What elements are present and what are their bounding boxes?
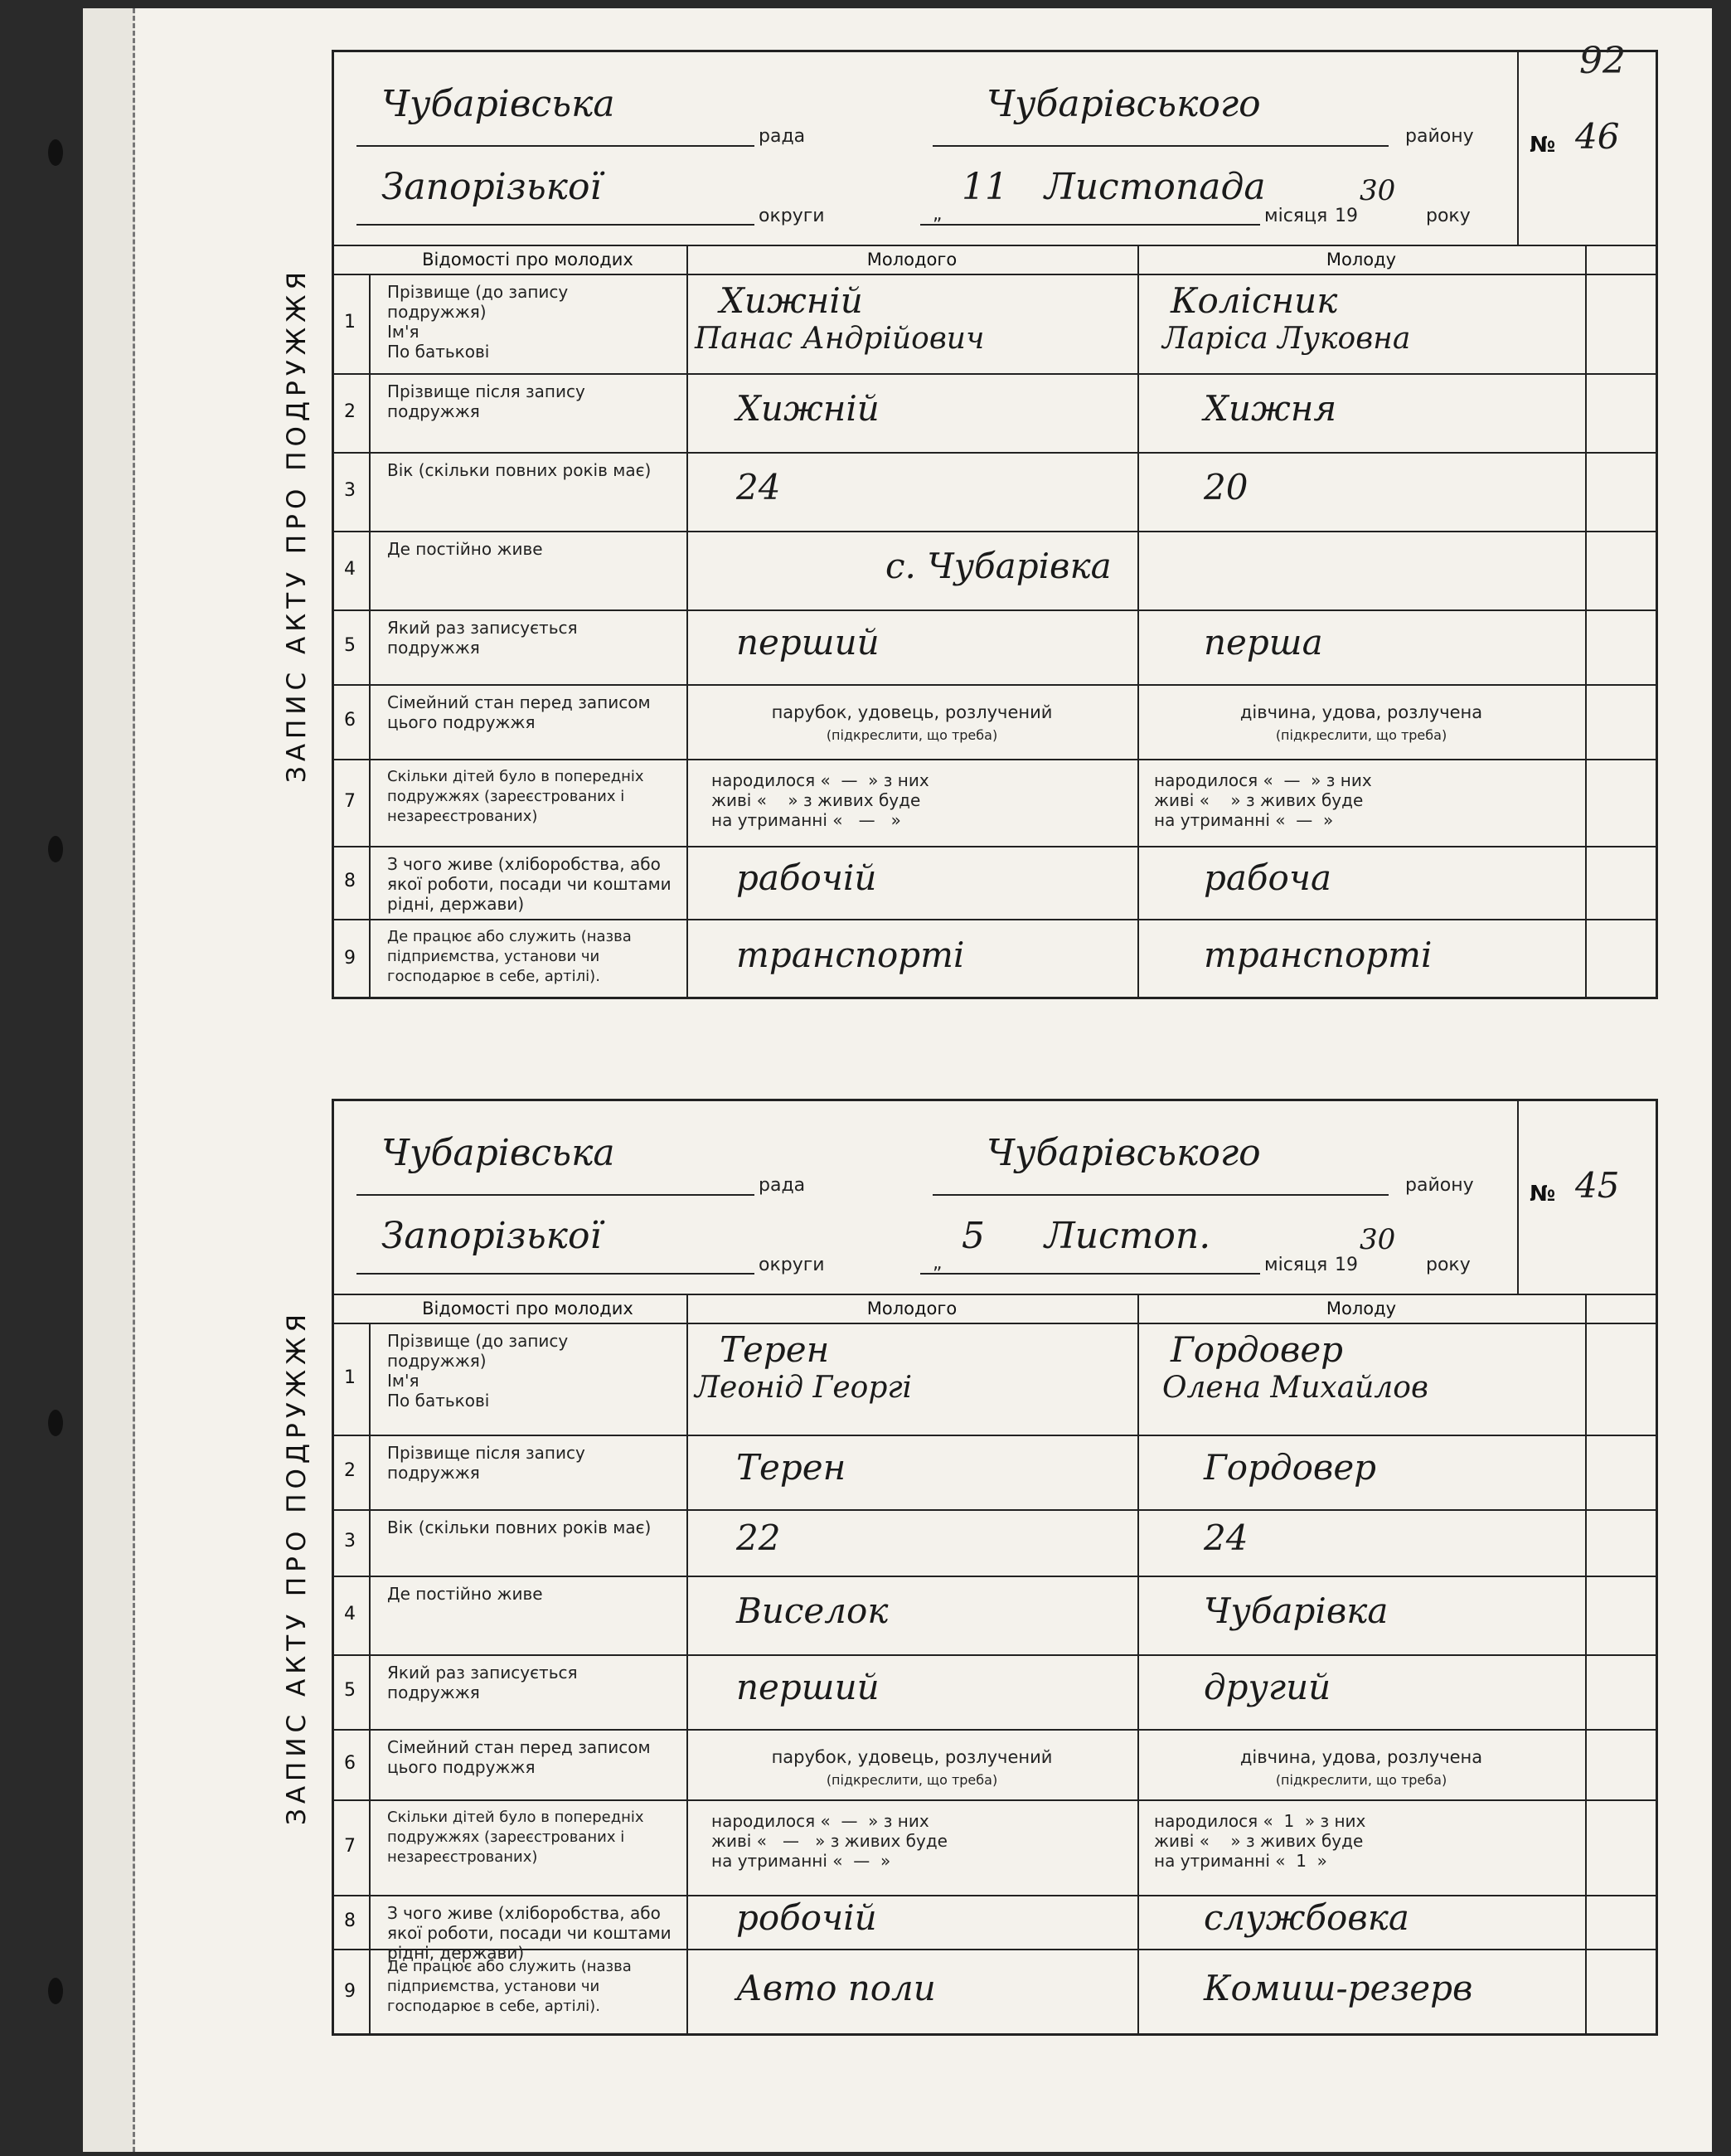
groom-surname-handwritten: Хижній — [720, 280, 863, 321]
row-number: 4 — [344, 558, 356, 580]
row-label: Який раз записується подружжя — [387, 618, 578, 658]
row-number: 5 — [344, 1680, 356, 1701]
okrug-handwritten: Запорізької — [381, 166, 602, 208]
row-label: Де працює або служить (назва підприємства, установи чи господарює в себе, артілі). — [387, 1958, 632, 2015]
bride-value-handwritten: транспорті — [1204, 934, 1433, 975]
row-divider — [332, 1729, 1658, 1731]
row-label: Вік (скільки повних років має) — [387, 460, 652, 480]
groom-value-handwritten: Авто поли — [736, 1967, 936, 2008]
okrug-label: округи — [759, 206, 825, 226]
groom-value-handwritten: Терен — [736, 1447, 846, 1488]
column-header-info: Відомості про молодих — [422, 250, 633, 270]
row-number: 6 — [344, 1752, 356, 1774]
month-handwritten: Листопада — [1045, 166, 1266, 208]
binding-hole — [48, 139, 63, 166]
groom-value-handwritten: Хижній — [736, 387, 880, 429]
record-side-title — [259, 1099, 335, 2036]
month-handwritten: Листоп. — [1045, 1215, 1211, 1257]
column-divider — [1585, 1294, 1587, 2036]
row-divider — [332, 919, 1658, 920]
groom-marital-status-options: парубок, удовець, розлучений — [771, 702, 1053, 722]
council-line — [356, 1194, 754, 1196]
bride-surname-handwritten: Колісник — [1171, 280, 1338, 321]
record-number-handwritten: 46 — [1575, 116, 1620, 157]
column-divider — [686, 1294, 688, 2036]
header-bottom-line — [332, 274, 1658, 275]
row-label: Вік (скільки повних років має) — [387, 1517, 652, 1537]
council-handwritten: Чубарівська — [381, 1132, 615, 1174]
month-label: місяця — [1264, 206, 1328, 226]
side-title-text: ЗАПИС АКТУ ПРО ПОДРУЖЖЯ — [282, 1309, 313, 1826]
okrug-line — [356, 1273, 754, 1275]
row-divider — [332, 846, 1658, 847]
row-divider — [332, 1895, 1658, 1896]
page-binding — [83, 8, 135, 2152]
column-divider — [369, 274, 371, 999]
row-label: Прізвище (до запису подружжя) Ім'я По батькові — [387, 1331, 569, 1411]
column-header-info: Відомості про молодих — [422, 1299, 633, 1318]
bride-value-handwritten: Комиш-резерв — [1204, 1967, 1473, 2008]
row-number: 1 — [344, 312, 356, 333]
groom-marital-status-options: парубок, удовець, розлучений — [771, 1747, 1053, 1767]
district-label: району — [1405, 1175, 1474, 1196]
okrug-line — [356, 224, 754, 226]
bride-value-handwritten: 24 — [1204, 1517, 1249, 1558]
bride-children-info: народилося « — » з них живі « » з живих буде на утриманні « — » — [1154, 770, 1372, 830]
groom-name-patronymic-handwritten: Леонід Георгі — [695, 1371, 913, 1405]
column-divider — [1585, 245, 1587, 999]
date-line — [920, 1273, 1260, 1275]
bride-value-handwritten: Чубарівка — [1204, 1590, 1389, 1631]
bride-marital-status-hint: (підкреслити, що треба) — [1275, 1772, 1447, 1788]
date-quote: „ — [933, 204, 943, 225]
residence-both-handwritten: с. Чубарівка — [885, 545, 1112, 586]
column-header-bride: Молоду — [1326, 1299, 1397, 1318]
table-top-line — [332, 245, 1658, 246]
row-number: 2 — [344, 1460, 356, 1481]
day-handwritten: 5 — [962, 1215, 985, 1257]
row-number: 7 — [344, 790, 356, 812]
row-number: 5 — [344, 635, 356, 656]
number-box-border — [1517, 50, 1519, 245]
row-label: Де постійно живе — [387, 1584, 543, 1604]
district-line — [933, 145, 1389, 147]
row-label: Сімейний стан перед записом цього подружжя — [387, 1737, 651, 1777]
column-divider — [369, 1323, 371, 2036]
row-number: 3 — [344, 479, 356, 501]
groom-name-patronymic-handwritten: Панас Андрійович — [695, 322, 985, 356]
bride-value-handwritten: перша — [1204, 622, 1323, 663]
table-top-line — [332, 1294, 1658, 1295]
row-number: 9 — [344, 947, 356, 969]
groom-marital-status-hint: (підкреслити, що треба) — [826, 1772, 998, 1788]
groom-value-handwritten: робочій — [736, 1896, 877, 1938]
district-line — [933, 1194, 1389, 1196]
district-handwritten: Чубарівського — [987, 1132, 1261, 1174]
row-label: Прізвище після запису подружжя — [387, 1443, 585, 1483]
side-title-text: ЗАПИС АКТУ ПРО ПОДРУЖЖЯ — [282, 266, 313, 783]
row-divider — [332, 1435, 1658, 1436]
groom-value-handwritten: перший — [736, 1667, 880, 1707]
bride-value-handwritten: службовка — [1204, 1896, 1409, 1938]
binding-hole — [48, 836, 63, 862]
row-divider — [332, 684, 1658, 686]
district-handwritten: Чубарівського — [987, 83, 1261, 125]
row-number: 1 — [344, 1367, 356, 1388]
groom-value-handwritten: рабочій — [736, 857, 877, 898]
bride-marital-status-hint: (підкреслити, що треба) — [1275, 727, 1447, 743]
groom-value-handwritten: 24 — [736, 466, 781, 507]
row-number: 7 — [344, 1835, 356, 1857]
row-label: Скільки дітей було в попередніх подружжях (зареєстрованих і незареєстрованих) — [387, 768, 644, 825]
row-divider — [332, 1799, 1658, 1801]
bride-value-handwritten: 20 — [1204, 466, 1249, 507]
groom-children-info: народилося « — » з них живі « — » з живих буде на утриманні « — » — [711, 1811, 948, 1871]
bride-surname-handwritten: Гордовер — [1171, 1329, 1344, 1370]
groom-children-info: народилося « — » з них живі « » з живих буде на утриманні « — » — [711, 770, 929, 830]
okrug-handwritten: Запорізької — [381, 1215, 602, 1257]
row-divider — [332, 531, 1658, 532]
bride-children-info: народилося « 1 » з них живі « » з живих буде на утриманні « 1 » — [1154, 1811, 1366, 1871]
row-divider — [332, 1509, 1658, 1511]
bride-name-patronymic-handwritten: Ларіса Луковна — [1162, 322, 1411, 356]
column-header-groom: Молодого — [866, 250, 958, 270]
groom-surname-handwritten: Терен — [720, 1329, 830, 1370]
month-label: місяця — [1264, 1255, 1328, 1275]
row-number: 3 — [344, 1531, 356, 1551]
row-label: Сімейний стан перед записом цього подружжя — [387, 692, 651, 732]
header-bottom-line — [332, 1323, 1658, 1324]
row-label: Прізвище після запису подружжя — [387, 381, 585, 421]
row-label: Скільки дітей було в попередніх подружжях (зареєстрованих і незареєстрованих) — [387, 1809, 644, 1866]
row-label: Прізвище (до запису подружжя) Ім'я По батькові — [387, 282, 569, 362]
bride-marital-status-options: дівчина, удова, розлучена — [1239, 1747, 1483, 1767]
column-divider — [1137, 245, 1139, 999]
row-divider — [332, 609, 1658, 611]
council-label: рада — [759, 126, 806, 147]
groom-marital-status-hint: (підкреслити, що треба) — [826, 727, 998, 743]
row-divider — [332, 452, 1658, 454]
council-label: рада — [759, 1175, 806, 1196]
bride-marital-status-options: дівчина, удова, розлучена — [1239, 702, 1483, 722]
row-label: З чого живе (хліборобства, або якої роботи, посади чи коштами рідні, держави) — [387, 1903, 672, 1963]
row-label: З чого живе (хліборобства, або якої роботи, посади чи коштами рідні, держави) — [387, 854, 672, 914]
number-box-border — [1517, 1099, 1519, 1294]
row-divider — [332, 759, 1658, 760]
council-line — [356, 145, 754, 147]
row-divider — [332, 1576, 1658, 1577]
row-divider — [332, 1949, 1658, 1950]
bride-name-patronymic-handwritten: Олена Михайлов — [1162, 1371, 1428, 1405]
row-label: Де працює або служить (назва підприємства, установи чи господарює в себе, артілі). — [387, 928, 632, 985]
bride-value-handwritten: другий — [1204, 1667, 1331, 1707]
year-label: року — [1426, 1255, 1471, 1275]
column-divider — [1137, 1294, 1139, 2036]
year-prefix: 19 — [1335, 1255, 1358, 1275]
margin-note-handwritten: 92 — [1579, 40, 1626, 82]
row-number: 8 — [344, 1910, 356, 1931]
okrug-label: округи — [759, 1255, 825, 1275]
bride-value-handwritten: рабоча — [1204, 857, 1332, 898]
column-header-groom: Молодого — [866, 1299, 958, 1318]
year-label: року — [1426, 206, 1471, 226]
column-header-bride: Молоду — [1326, 250, 1397, 270]
year-prefix: 19 — [1335, 206, 1358, 226]
record-number-handwritten: 45 — [1575, 1165, 1620, 1206]
bride-value-handwritten: Гордовер — [1204, 1447, 1377, 1488]
row-divider — [332, 1654, 1658, 1656]
year-handwritten: 30 — [1360, 174, 1396, 207]
council-handwritten: Чубарівська — [381, 83, 615, 125]
groom-value-handwritten: Виселок — [736, 1590, 889, 1631]
row-label: Де постійно живе — [387, 539, 543, 559]
row-divider — [332, 373, 1658, 375]
year-handwritten: 30 — [1360, 1223, 1396, 1256]
groom-value-handwritten: 22 — [736, 1517, 781, 1558]
groom-value-handwritten: транспорті — [736, 934, 965, 975]
column-divider — [686, 245, 688, 999]
row-number: 2 — [344, 401, 356, 422]
number-label: № — [1530, 133, 1556, 158]
row-number: 9 — [344, 1980, 356, 2002]
groom-value-handwritten: перший — [736, 622, 880, 663]
binding-hole — [48, 1410, 63, 1436]
date-quote: „ — [933, 1253, 943, 1274]
row-number: 4 — [344, 1603, 356, 1624]
row-label: Який раз записується подружжя — [387, 1663, 578, 1702]
record-side-title — [259, 50, 335, 999]
binding-hole — [48, 1978, 63, 2004]
bride-value-handwritten: Хижня — [1204, 387, 1337, 429]
number-label: № — [1530, 1182, 1556, 1207]
row-number: 8 — [344, 871, 356, 891]
district-label: району — [1405, 126, 1474, 147]
day-handwritten: 11 — [962, 166, 1008, 208]
date-line — [920, 224, 1260, 226]
row-number: 6 — [344, 710, 356, 731]
